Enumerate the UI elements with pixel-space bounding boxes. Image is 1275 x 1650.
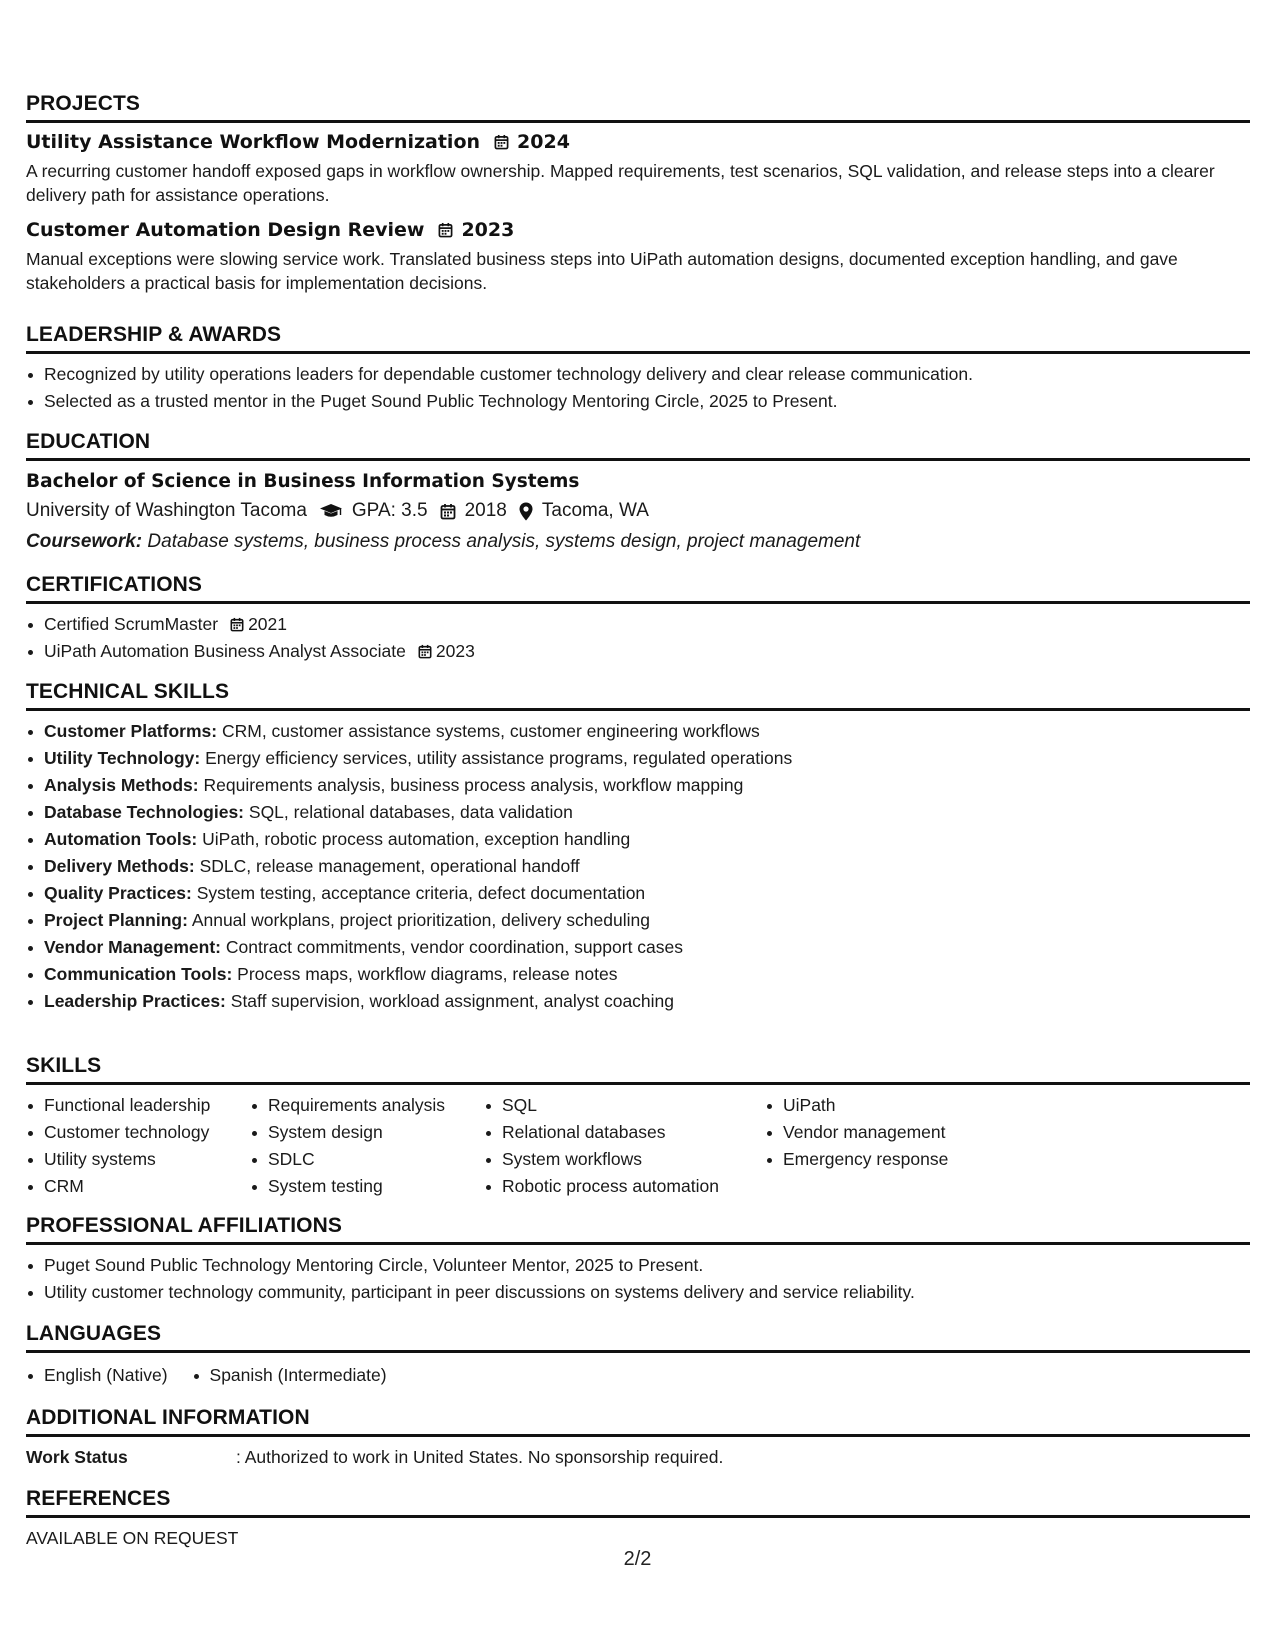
certifications-section [26, 573, 1250, 665]
section-title-skills: SKILLS [26, 1054, 1250, 1085]
list-item [26, 772, 1250, 799]
certification-year: 2021 [248, 614, 288, 634]
list-item: Puget Sound Public Technology Mentoring Circle, Volunteer Mentor, 2025 to Present. [26, 1252, 1250, 1279]
project-year: 2023 [461, 219, 515, 241]
project-description: A recurring customer handoff exposed gaps in workflow ownership. Mapped requirements, test scenarios, SQL validation, and release steps into a clearer delivery path for assistance operations. [26, 161, 1215, 205]
skill-values: Contract commitments, vendor coordination, support cases [225, 937, 684, 957]
affiliations-section [26, 1214, 1250, 1306]
list-item: SQL [484, 1092, 765, 1119]
graduation-year: 2018 [464, 500, 507, 521]
map-pin-icon [519, 502, 533, 521]
coursework [26, 531, 1250, 553]
list-item: Spanish (Intermediate) [192, 1362, 387, 1389]
skill-values: Annual workplans, project prioritization, delivery scheduling [191, 910, 650, 930]
skill-category: Vendor Management: [44, 937, 221, 957]
list-item: System workflows [484, 1146, 765, 1173]
list-item: Utility customer technology community, participant in peer discussions on systems delivery and service reliability. [26, 1279, 1250, 1306]
info-value: : Authorized to work in United States. No sponsorship required. [236, 1447, 724, 1467]
list-item [26, 853, 1250, 880]
project-item [26, 219, 1250, 295]
certification-name: UiPath Automation Business Analyst Associate [44, 641, 406, 661]
skill-values: SDLC, release management, operational handoff [199, 856, 580, 876]
list-item: Selected as a trusted mentor in the Puget Sound Public Technology Mentoring Circle, 2025 to Present. [26, 388, 1250, 415]
list-item: System design [250, 1119, 484, 1146]
project-item [26, 131, 1250, 207]
projects-section [26, 92, 1250, 295]
page-number: 2/2 [623, 1548, 652, 1570]
skill-values: System testing, acceptance criteria, defect documentation [196, 883, 646, 903]
list-item [26, 988, 1250, 1015]
skill-values: SQL, relational databases, data validation [248, 802, 573, 822]
list-item: Robotic process automation [484, 1173, 765, 1200]
list-item: CRM [26, 1173, 250, 1200]
project-name: Utility Assistance Workflow Modernization [26, 131, 481, 153]
list-item: Recognized by utility operations leaders for dependable customer technology delivery and clear release communication. [26, 361, 1250, 388]
skill-values: Requirements analysis, business process analysis, workflow mapping [203, 775, 744, 795]
skill-values: Staff supervision, workload assignment, analyst coaching [230, 991, 675, 1011]
skill-values: UiPath, robotic process automation, exception handling [202, 829, 631, 849]
certification-name: Certified ScrumMaster [44, 614, 219, 634]
list-item [26, 961, 1250, 988]
skill-values: CRM, customer assistance systems, customer engineering workflows [221, 721, 760, 741]
project-name: Customer Automation Design Review [26, 219, 425, 241]
list-item [26, 718, 1250, 745]
additional-info-section [26, 1406, 1250, 1468]
section-title-languages: LANGUAGES [26, 1322, 1250, 1353]
section-title-additional-info: ADDITIONAL INFORMATION [26, 1406, 1250, 1437]
section-title-technical-skills: TECHNICAL SKILLS [26, 680, 1250, 711]
section-title-affiliations: PROFESSIONAL AFFILIATIONS [26, 1214, 1250, 1245]
skills-grid [26, 1092, 1250, 1200]
degree-title: Bachelor of Science in Business Information Systems [26, 471, 580, 492]
calendar-icon [440, 503, 456, 520]
project-year: 2024 [517, 131, 570, 153]
school-name: University of Washington Tacoma [26, 500, 307, 521]
gpa: GPA: 3.5 [351, 500, 428, 521]
skill-category: Utility Technology: [44, 748, 201, 768]
list-item [26, 826, 1250, 853]
references-text: AVAILABLE ON REQUEST [26, 1528, 239, 1548]
skill-category: Customer Platforms: [44, 721, 218, 741]
skill-values: Process maps, workflow diagrams, release notes [237, 964, 618, 984]
coursework-label: Coursework: [26, 531, 143, 552]
list-item: English (Native) [26, 1362, 168, 1389]
skill-category: Quality Practices: [44, 883, 192, 903]
skill-category: Delivery Methods: [44, 856, 195, 876]
info-key: Work Status [26, 1447, 128, 1467]
graduation-cap-icon [319, 503, 343, 519]
list-item: System testing [250, 1173, 484, 1200]
list-item: Utility systems [26, 1146, 250, 1173]
certification-item [26, 611, 1250, 638]
list-item: Relational databases [484, 1119, 765, 1146]
list-item [26, 799, 1250, 826]
list-item [26, 745, 1250, 772]
list-item [26, 934, 1250, 961]
section-title-certifications: CERTIFICATIONS [26, 573, 1250, 604]
skill-category: Communication Tools: [44, 964, 233, 984]
section-title-leadership: LEADERSHIP & AWARDS [26, 323, 1250, 354]
list-item: Vendor management [765, 1119, 1025, 1146]
leadership-section [26, 323, 1250, 415]
languages-section [26, 1322, 1250, 1389]
skills-section [26, 1054, 1250, 1200]
skill-category: Database Technologies: [44, 802, 245, 822]
list-item: UiPath [765, 1092, 1025, 1119]
calendar-icon [438, 222, 453, 238]
skill-category: Automation Tools: [44, 829, 198, 849]
skill-category: Project Planning: [44, 910, 188, 930]
section-title-education: EDUCATION [26, 430, 1250, 461]
section-title-projects: PROJECTS [26, 92, 1250, 123]
list-item [26, 907, 1250, 934]
technical-skills-section [26, 680, 1250, 1015]
school-location: Tacoma, WA [541, 500, 649, 521]
list-item: Functional leadership [26, 1092, 250, 1119]
list-item: SDLC [250, 1146, 484, 1173]
certification-year: 2023 [435, 641, 475, 661]
skill-category: Leadership Practices: [44, 991, 226, 1011]
calendar-icon [494, 134, 509, 150]
calendar-icon [230, 617, 244, 632]
education-section [26, 430, 1250, 553]
calendar-icon [418, 644, 432, 659]
list-item [26, 880, 1250, 907]
list-item: Emergency response [765, 1146, 1025, 1173]
coursework-value: Database systems, business process analysis, systems design, project management [147, 531, 861, 552]
section-title-references: REFERENCES [26, 1487, 1250, 1518]
skill-category: Analysis Methods: [44, 775, 199, 795]
certification-item [26, 638, 1250, 665]
skill-values: Energy efficiency services, utility assistance programs, regulated operations [205, 748, 793, 768]
list-item: Customer technology [26, 1119, 250, 1146]
list-item: Requirements analysis [250, 1092, 484, 1119]
project-description: Manual exceptions were slowing service work. Translated business steps into UiPath automation designs, documented exception handling, and gave stakeholders a practical basis for implementation decisions. [26, 249, 1178, 293]
references-section [26, 1487, 1250, 1549]
